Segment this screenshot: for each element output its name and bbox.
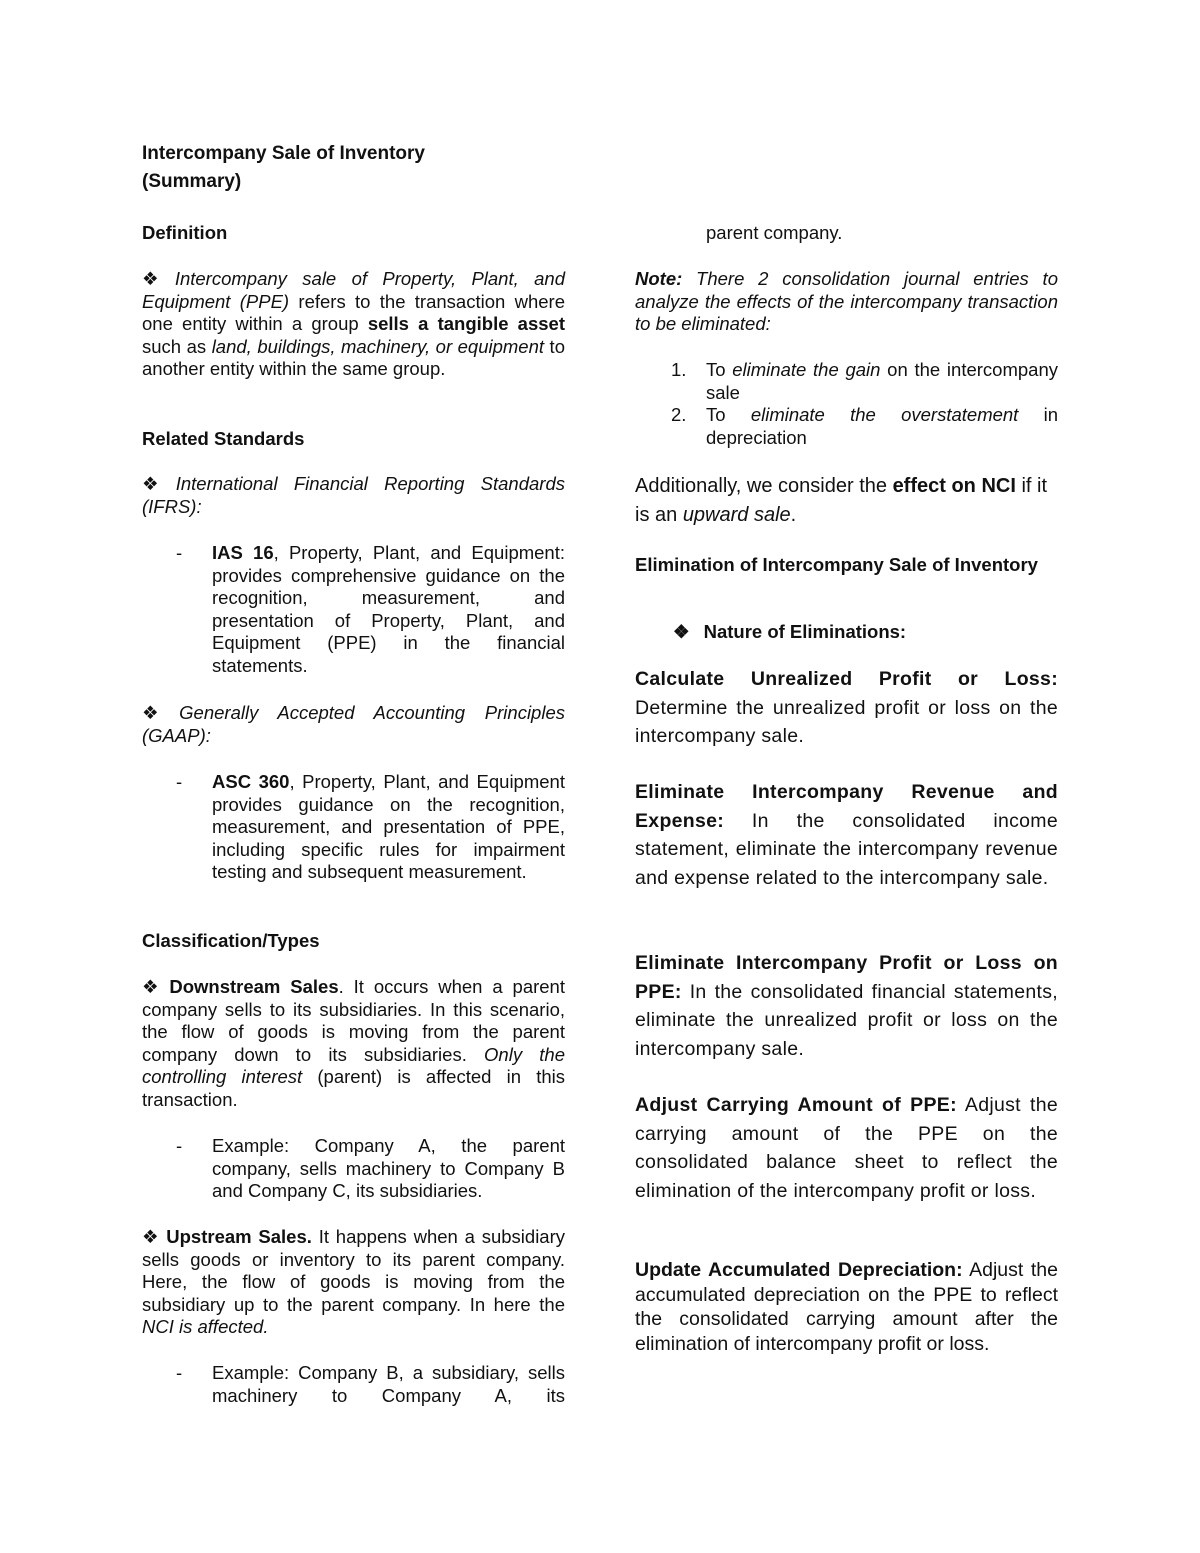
upstream-example-continued: parent company. — [706, 222, 843, 243]
note-paragraph: Note: There 2 consolidation journal entries to analyze the effects of the intercompany transaction to be eliminated: — [635, 268, 1058, 335]
ifrs-item: ❖ International Financial Reporting Standards (IFRS): — [142, 473, 565, 517]
upstream-example: - Example: Company B, a subsidiary, sells machinery to Company A, its — [176, 1362, 565, 1406]
elimination-heading: Elimination of Intercompany Sale of Inventory — [635, 554, 1038, 575]
note-item-2: 2. To eliminate the overstatement in depreciation — [671, 404, 1058, 448]
ias16-item: - IAS 16, Property, Plant, and Equipment: provides comprehensive guidance on the recognition, measurement, and presentation of Property, Plant, and Equipment (PPE) in the financial statements. — [176, 542, 566, 676]
dash-bullet-icon: - — [176, 542, 183, 563]
diamond-bullet-icon: ❖ — [673, 621, 690, 642]
dash-bullet-icon: - — [176, 771, 183, 792]
diamond-bullet-icon: ❖ — [142, 702, 174, 723]
definition-paragraph: ❖ Intercompany sale of Property, Plant, and Equipment (PPE) refers to the transaction where one entity within a group sells a tangible asset such as land, buildings, machinery, or equipment to another entity within the same group. — [142, 268, 566, 380]
related-standards-heading: Related Standards — [142, 428, 305, 449]
definition-heading: Definition — [142, 222, 228, 243]
step-eliminate-profit-loss: Eliminate Intercompany Profit or Loss on PPE: In the consolidated financial statements, eliminate the unrealized profit or loss on the intercompany sale. — [635, 952, 1058, 1060]
step-adjust-carrying-amount: Adjust Carrying Amount of PPE: Adjust the carrying amount of the PPE on the consolidated balance sheet to reflect the elimination of the intercompany profit or loss. — [635, 1094, 1058, 1202]
step-eliminate-revenue-expense: Eliminate Intercompany Revenue and Expense: In the consolidated income statement, eliminate the intercompany revenue and expense related to the intercompany sale. — [635, 781, 1058, 889]
diamond-bullet-icon: ❖ — [142, 473, 170, 494]
dash-bullet-icon: - — [176, 1362, 183, 1383]
downstream-example: - Example: Company A, the parent company, sells machinery to Company B and Company C, its subsidiaries. — [176, 1135, 565, 1202]
diamond-bullet-icon: ❖ — [142, 1226, 161, 1247]
classification-heading: Classification/Types — [142, 930, 320, 951]
note-item-1: 1. To eliminate the gain on the intercompany sale — [671, 359, 1058, 403]
downstream-paragraph: ❖ Downstream Sales. It occurs when a parent company sells to its subsidiaries. In this scenario, the flow of goods is moving from the parent company down to its subsidiaries. Only the controlling interest (parent) is affected in this transaction. — [142, 976, 566, 1110]
nci-paragraph: Additionally, we consider the effect on NCI if it is an upward sale. — [635, 475, 1048, 526]
document-title: Intercompany Sale of Inventory (Summary) — [142, 143, 425, 192]
asc360-item: - ASC 360, Property, Plant, and Equipment provides guidance on the recognition, measurement, and presentation of PPE, including specific rules for impairment testing and subsequent measurement. — [176, 771, 565, 883]
step-calculate-unrealized: Calculate Unrealized Profit or Loss: Determine the unrealized profit or loss on the intercompany sale. — [635, 668, 1058, 747]
dash-bullet-icon: - — [176, 1135, 183, 1156]
diamond-bullet-icon: ❖ — [142, 268, 169, 289]
step-update-depreciation: Update Accumulated Depreciation: Adjust the accumulated depreciation on the PPE to reflect the consolidated carrying amount after the elimination of intercompany profit or loss. — [635, 1259, 1058, 1355]
diamond-bullet-icon: ❖ — [142, 976, 164, 997]
gaap-item: ❖ Generally Accepted Accounting Principles (GAAP): — [142, 702, 565, 746]
upstream-paragraph: ❖ Upstream Sales. It happens when a subsidiary sells goods or inventory to its parent company. Here, the flow of goods is moving from the subsidiary up to the parent company. In here the NCI is affected. — [142, 1226, 566, 1338]
nature-of-eliminations: ❖ Nature of Eliminations: — [673, 621, 907, 642]
